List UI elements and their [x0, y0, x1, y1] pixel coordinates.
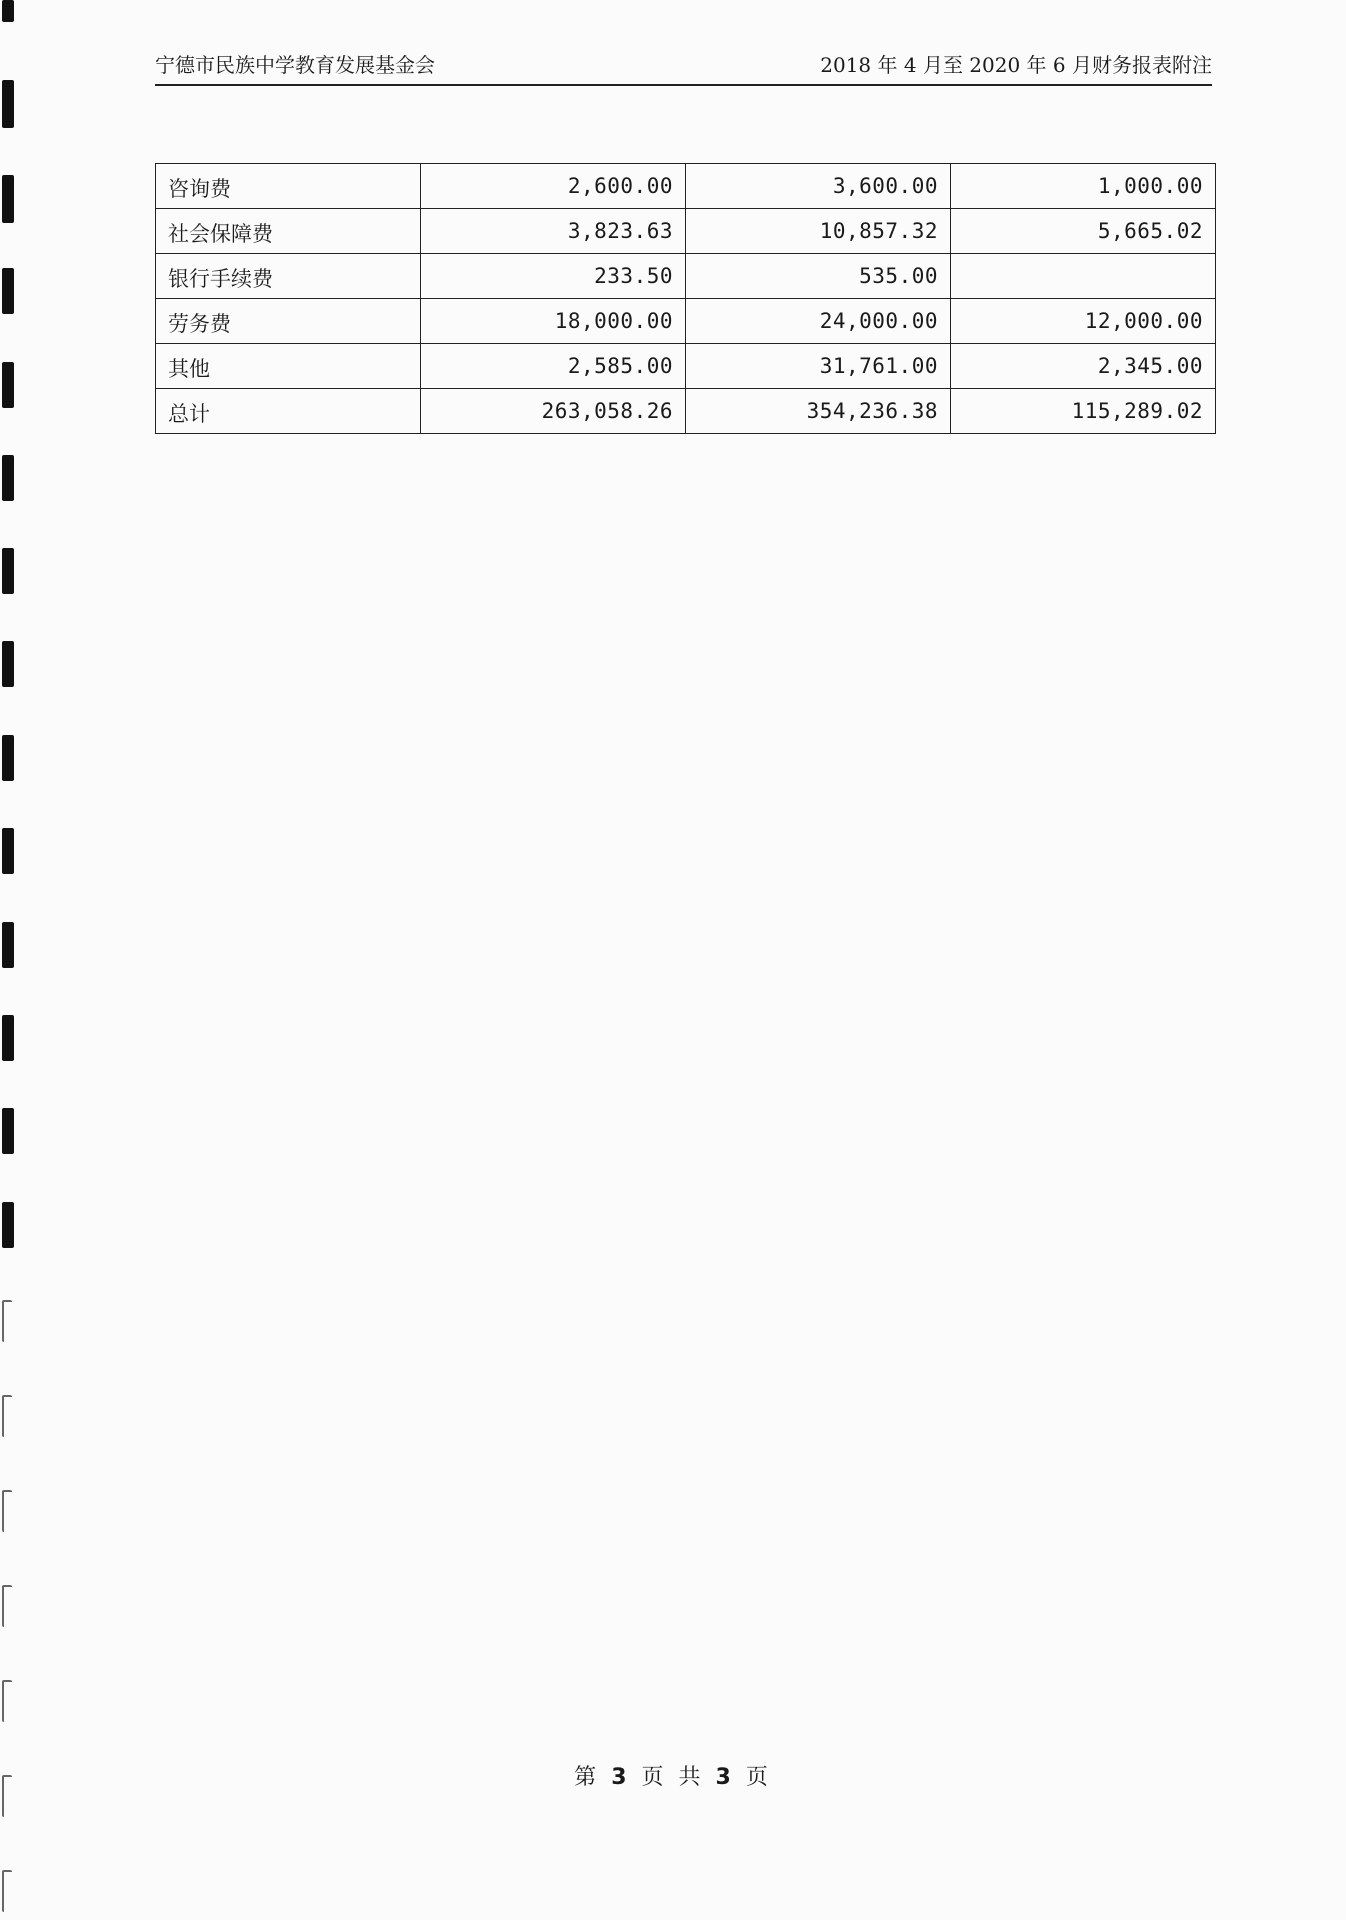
row-value-col2: 31,761.00: [686, 344, 951, 389]
row-value-col3: 1,000.00: [951, 164, 1216, 209]
row-value-col2: 354,236.38: [686, 389, 951, 434]
row-value-col1: 2,585.00: [421, 344, 686, 389]
expense-table: [155, 163, 1216, 434]
row-value-col2: 3,600.00: [686, 164, 951, 209]
row-value-col3: [951, 254, 1216, 299]
page-footer: [0, 1760, 1346, 1791]
footer-prefix: 第: [574, 1765, 601, 1790]
table-row: [156, 389, 1216, 434]
table-row: [156, 254, 1216, 299]
row-value-col2: 24,000.00: [686, 299, 951, 344]
binding-holes: [0, 0, 24, 1920]
row-value-col2: 10,857.32: [686, 209, 951, 254]
page-header: [155, 50, 1212, 86]
row-label: 银行手续费: [156, 254, 421, 299]
row-value-col2: 535.00: [686, 254, 951, 299]
row-value-col3: 5,665.02: [951, 209, 1216, 254]
footer-middle: 页 共: [641, 1765, 705, 1790]
header-report-title: 2018 年 4 月至 2020 年 6 月财务报表附注: [820, 53, 1212, 77]
row-label: 其他: [156, 344, 421, 389]
row-value-col3: 2,345.00: [951, 344, 1216, 389]
row-value-col1: 233.50: [421, 254, 686, 299]
table-row: [156, 344, 1216, 389]
footer-suffix: 页: [745, 1765, 772, 1790]
header-organization: 宁德市民族中学教育发展基金会: [155, 53, 435, 77]
footer-page-number: 3: [611, 1765, 631, 1790]
row-value-col3: 115,289.02: [951, 389, 1216, 434]
table-row: [156, 164, 1216, 209]
row-value-col3: 12,000.00: [951, 299, 1216, 344]
row-value-col1: 2,600.00: [421, 164, 686, 209]
row-label: 咨询费: [156, 164, 421, 209]
row-value-col1: 263,058.26: [421, 389, 686, 434]
row-label: 劳务费: [156, 299, 421, 344]
row-label: 总计: [156, 389, 421, 434]
row-value-col1: 18,000.00: [421, 299, 686, 344]
table-row: [156, 209, 1216, 254]
row-value-col1: 3,823.63: [421, 209, 686, 254]
table-row: [156, 299, 1216, 344]
row-label: 社会保障费: [156, 209, 421, 254]
footer-total-pages: 3: [715, 1765, 735, 1790]
